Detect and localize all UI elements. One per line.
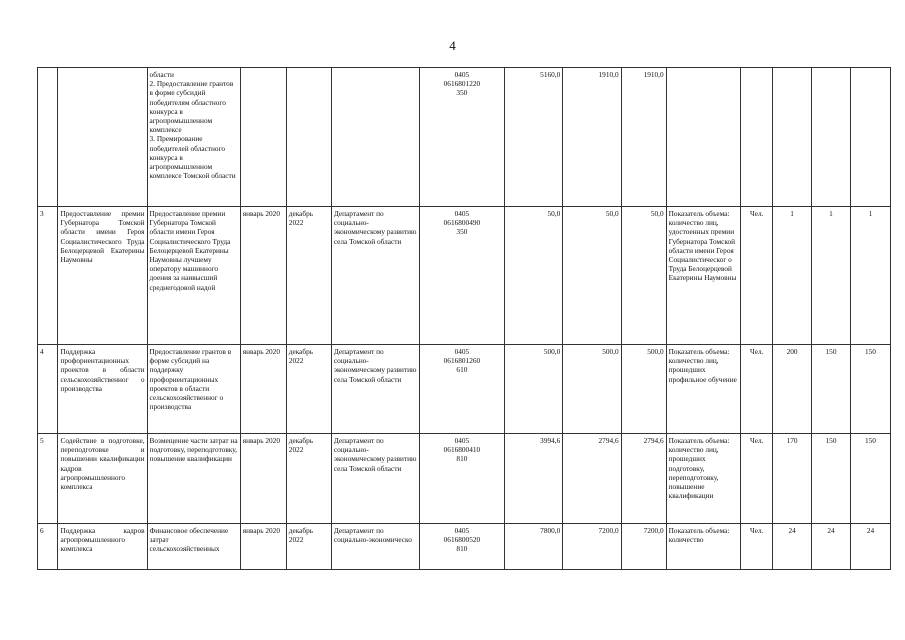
end-date-cell: декабрь 2022 bbox=[286, 207, 331, 345]
budget-code-line: 0616801260 bbox=[443, 356, 481, 366]
budget-code-line: 0616800520 bbox=[443, 535, 481, 545]
activity-line: Предоставление премии Губернатора Томской области имени Героя Социалистического Труда Белоцерцевой Екатерины Наумовны лучшему оператору машинного доения за наивысший среднегодовой надой bbox=[149, 209, 231, 292]
activity-cell bbox=[147, 345, 240, 434]
activity-line: Возмещение части затрат на подготовку, переподготовку, повышение квалификации bbox=[149, 436, 238, 464]
activity-line: Предоставление грантов в форме субсидий на поддержку профориентационных проектов в области сельскохозяйственног о производства bbox=[149, 347, 232, 412]
value-year3-cell: 24 bbox=[850, 524, 890, 570]
table-row bbox=[38, 345, 891, 434]
budget-code-cell bbox=[419, 68, 504, 207]
value-year1-cell: 1 bbox=[773, 207, 812, 345]
value-year1-cell: 170 bbox=[773, 434, 812, 524]
funding-total-cell: 5160,0 bbox=[504, 68, 562, 207]
funding-year1-cell: 50,0 bbox=[563, 207, 621, 345]
budget-code-line: 0405 bbox=[454, 347, 470, 356]
measure-name-cell: Поддержка кадров агропромышленного комплекса bbox=[58, 524, 147, 570]
funding-year2-cell: 2794,6 bbox=[621, 434, 666, 524]
budget-code-cell bbox=[419, 434, 504, 524]
start-date-cell: январь 2020 bbox=[240, 207, 286, 345]
value-year3-cell: 150 bbox=[850, 434, 890, 524]
budget-code-line: 810 bbox=[456, 544, 468, 554]
value-year1-cell: 24 bbox=[773, 524, 812, 570]
value-year1-cell bbox=[773, 68, 812, 207]
indicator-cell: Показатель объема: количество лиц, прошедших подготовку, переподготовку, повышение квалификации bbox=[666, 434, 741, 524]
unit-cell: Чел. bbox=[741, 345, 773, 434]
row-number-cell: 5 bbox=[38, 434, 58, 524]
activity-cell bbox=[147, 524, 240, 570]
funding-total-cell: 7800,0 bbox=[504, 524, 562, 570]
table-row bbox=[38, 524, 891, 570]
start-date-cell: январь 2020 bbox=[240, 345, 286, 434]
funding-year1-cell: 1910,0 bbox=[563, 68, 621, 207]
activity-line: 3. Премирование победителей областного конкурса в агропромышленном комплексе Томской области bbox=[149, 134, 236, 181]
value-year2-cell bbox=[812, 68, 851, 207]
budget-code-line: 0405 bbox=[454, 526, 470, 535]
activity-line: Финансовое обеспечение затрат сельскохозяйственных bbox=[149, 526, 229, 554]
indicator-cell: Показатель объема: количество лиц, удостоенных премии Губернатора Томской области имени Героя Социалистическог о Труда Белоцерцевой Екатерины Наумовны bbox=[666, 207, 741, 345]
value-year2-cell: 150 bbox=[812, 345, 851, 434]
indicator-cell: Показатель объема: количество bbox=[666, 524, 741, 570]
indicator-cell: Показатель объема: количество лиц, прошедших профильное обучение bbox=[666, 345, 741, 434]
funding-year2-cell: 1910,0 bbox=[621, 68, 666, 207]
value-year1-cell: 200 bbox=[773, 345, 812, 434]
activity-line: 2. Предоставление грантов в форме субсидий победителям областного конкурса в агропромышленном комплексе bbox=[149, 79, 234, 135]
value-year3-cell: 1 bbox=[850, 207, 890, 345]
executor-cell: Департамент по социально-экономическо bbox=[331, 524, 419, 570]
measure-name-cell: Содействие в подготовке, переподготовке и повышении квалификации кадров агропромышленного комплекса bbox=[58, 434, 147, 524]
unit-cell: Чел. bbox=[741, 434, 773, 524]
activity-cell bbox=[147, 207, 240, 345]
budget-code-line: 0405 bbox=[454, 436, 470, 445]
executor-cell: Департамент по социально-экономическому развитию села Томской области bbox=[331, 207, 419, 345]
budget-code-line: 0405 bbox=[454, 70, 470, 79]
row-number-cell: 6 bbox=[38, 524, 58, 570]
table-row bbox=[38, 434, 891, 524]
budget-code-line: 810 bbox=[456, 454, 468, 464]
funding-total-cell: 3994,6 bbox=[504, 434, 562, 524]
start-date-cell: январь 2020 bbox=[240, 524, 286, 570]
program-table bbox=[37, 67, 891, 570]
budget-code-line: 350 bbox=[456, 88, 468, 98]
page-number: 4 bbox=[449, 38, 456, 53]
value-year2-cell: 1 bbox=[812, 207, 851, 345]
funding-year2-cell: 500,0 bbox=[621, 345, 666, 434]
end-date-cell: декабрь 2022 bbox=[286, 524, 331, 570]
funding-year2-cell: 7200,0 bbox=[621, 524, 666, 570]
end-date-cell bbox=[286, 68, 331, 207]
value-year3-cell: 150 bbox=[850, 345, 890, 434]
budget-code-line: 0616800490 bbox=[443, 218, 481, 228]
executor-cell: Департамент по социально-экономическому развитию села Томской области bbox=[331, 345, 419, 434]
budget-code-cell bbox=[419, 345, 504, 434]
activity-line: области bbox=[149, 70, 174, 79]
funding-year1-cell: 500,0 bbox=[563, 345, 621, 434]
row-number-cell bbox=[38, 68, 58, 207]
measure-name-cell: Предоставление премии Губернатора Томской области имени Героя Социалистического Труда Белоцерцевой Екатерины Наумовны bbox=[58, 207, 147, 345]
budget-code-line: 0616800410 bbox=[443, 445, 481, 455]
funding-year2-cell: 50,0 bbox=[621, 207, 666, 345]
budget-code-line: 610 bbox=[456, 365, 468, 375]
activity-cell bbox=[147, 434, 240, 524]
row-number-cell: 4 bbox=[38, 345, 58, 434]
activity-cell bbox=[147, 68, 240, 207]
executor-cell: Департамент по социально-экономическому развитию села Томской области bbox=[331, 434, 419, 524]
budget-code-cell bbox=[419, 207, 504, 345]
start-date-cell bbox=[240, 68, 286, 207]
measure-name-cell: Поддержка профориентационных проектов в области сельскохозяйственног о производства bbox=[58, 345, 147, 434]
funding-total-cell: 50,0 bbox=[504, 207, 562, 345]
value-year3-cell bbox=[850, 68, 890, 207]
end-date-cell: декабрь 2022 bbox=[286, 434, 331, 524]
unit-cell: Чел. bbox=[741, 207, 773, 345]
start-date-cell: январь 2020 bbox=[240, 434, 286, 524]
value-year2-cell: 24 bbox=[812, 524, 851, 570]
measure-name-cell bbox=[58, 68, 147, 207]
end-date-cell: декабрь 2022 bbox=[286, 345, 331, 434]
budget-code-line: 0616801220 bbox=[443, 79, 481, 89]
funding-total-cell: 500,0 bbox=[504, 345, 562, 434]
indicator-cell bbox=[666, 68, 741, 207]
unit-cell: Чел. bbox=[741, 524, 773, 570]
budget-code-cell bbox=[419, 524, 504, 570]
unit-cell bbox=[741, 68, 773, 207]
table-row bbox=[38, 68, 891, 207]
executor-cell bbox=[331, 68, 419, 207]
funding-year1-cell: 7200,0 bbox=[563, 524, 621, 570]
table-row bbox=[38, 207, 891, 345]
funding-year1-cell: 2794,6 bbox=[563, 434, 621, 524]
row-number-cell: 3 bbox=[38, 207, 58, 345]
budget-code-line: 350 bbox=[456, 227, 468, 237]
value-year2-cell: 150 bbox=[812, 434, 851, 524]
budget-code-line: 0405 bbox=[454, 209, 470, 218]
